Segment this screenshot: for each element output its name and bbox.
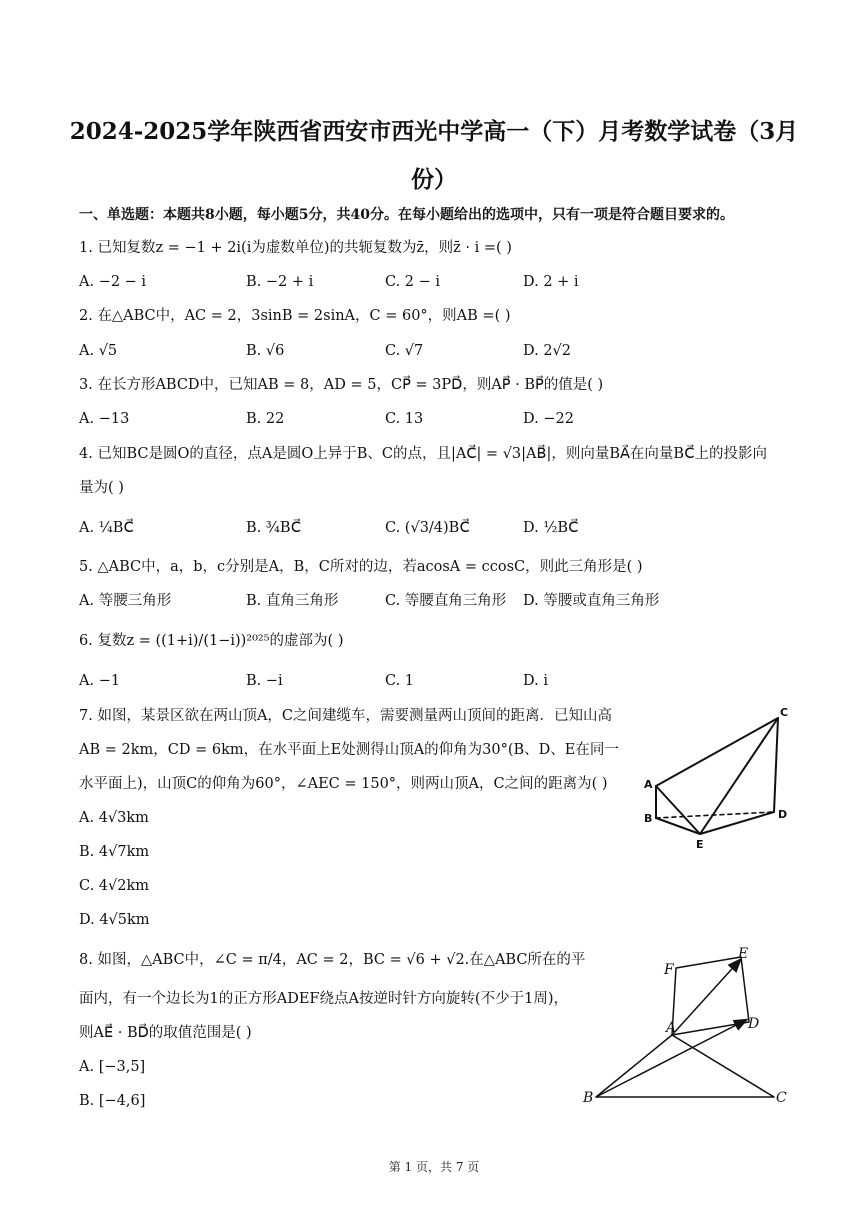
- label-c: C: [776, 1090, 787, 1106]
- vector-ae: [672, 960, 740, 1035]
- label-c: C: [780, 706, 789, 719]
- q8-option-b[interactable]: B. [−4,6]: [79, 1093, 146, 1109]
- q2-option-a[interactable]: A. √5: [79, 343, 118, 359]
- label-e: E: [738, 946, 749, 962]
- triangle-abc: [596, 1035, 774, 1097]
- q6-option-d[interactable]: D. i: [523, 673, 548, 689]
- q7-option-b[interactable]: B. 4√7km: [79, 844, 150, 860]
- q7-option-a[interactable]: A. 4√3km: [79, 810, 149, 826]
- q6-option-b[interactable]: B. −i: [246, 673, 283, 689]
- q6-option-c[interactable]: C. 1: [385, 673, 415, 689]
- q2-option-d[interactable]: D. 2√2: [523, 343, 572, 359]
- q7-option-d[interactable]: D. 4√5km: [79, 912, 150, 928]
- q5-option-b[interactable]: B. 直角三角形: [246, 593, 339, 609]
- question-2: 2. 在△ABC中，AC = 2，3sinB = 2sinA，C = 60°，则AB =( ): [79, 308, 511, 324]
- question-5: 5. △ABC中，a，b，c分别是A，B，C所对的边，若acosA = ccosC，则此三角形是( ): [79, 559, 643, 575]
- q4-option-d[interactable]: D. ½BC⃗: [523, 520, 579, 536]
- q7-option-c[interactable]: C. 4√2km: [79, 878, 150, 894]
- question-8-line-3: 则AE⃗ · BD⃗的取值范围是( ): [79, 1025, 252, 1041]
- q4-option-a[interactable]: A. ¼BC⃗: [79, 520, 134, 536]
- edge-ac: [656, 718, 778, 786]
- label-d: D: [748, 1016, 760, 1032]
- question-8-line-2: 面内，有一个边长为1的正方形ADEF绕点A按逆时针方向旋转(不少于1周)，: [79, 991, 568, 1007]
- label-f: F: [664, 962, 674, 978]
- question-7-line-2: AB = 2km，CD = 6km，在水平面上E处测得山顶A的仰角为30°(B、D、E在同一: [79, 742, 619, 758]
- label-b: B: [644, 812, 653, 825]
- question-6: 6. 复数z = ((1+i)/(1−i))²⁰²⁵的虚部为( ): [79, 633, 344, 649]
- rotating-square-figure: [578, 940, 798, 1115]
- edge-ce: [700, 718, 778, 834]
- label-b: B: [583, 1090, 594, 1106]
- label-a: A: [644, 778, 653, 791]
- edge-cd: [774, 718, 778, 812]
- question-7-line-3: 水平面上)，山顶C的仰角为60°，∠AEC = 150°，则两山顶A，C之间的距离为( ): [79, 776, 608, 792]
- q2-option-c[interactable]: C. √7: [385, 343, 424, 359]
- question-7-line-1: 7. 如图，某景区欲在两山顶A，C之间建缆车，需要测量两山顶间的距离．已知山高: [79, 708, 613, 724]
- edge-ed: [700, 812, 774, 834]
- label-d: D: [778, 808, 788, 821]
- question-3: 3. 在长方形ABCD中，已知AB = 8，AD = 5，CP⃗ = 3PD⃗，则AP⃗ · BP⃗的值是( ): [79, 377, 604, 393]
- q3-option-b[interactable]: B. 22: [246, 411, 285, 427]
- q1-option-a[interactable]: A. −2 − i: [79, 274, 147, 290]
- q1-option-c[interactable]: C. 2 − i: [385, 274, 441, 290]
- label-a: A: [666, 1020, 677, 1036]
- q4-option-b[interactable]: B. ¾BC⃗: [246, 520, 301, 536]
- question-4-line-1: 4. 已知BC是圆O的直径，点A是圆O上异于B、C的点，且|AC⃗| = √3|AB⃗|，则向量BA⃗在向量BC⃗上的投影向: [79, 446, 767, 462]
- q6-option-a[interactable]: A. −1: [79, 673, 121, 689]
- q1-option-b[interactable]: B. −2 + i: [246, 274, 314, 290]
- q5-option-d[interactable]: D. 等腰或直角三角形: [523, 593, 660, 609]
- q2-option-b[interactable]: B. √6: [246, 343, 285, 359]
- q3-option-a[interactable]: A. −13: [79, 411, 130, 427]
- q8-option-a[interactable]: A. [−3,5]: [79, 1059, 146, 1075]
- q1-option-d[interactable]: D. 2 + i: [523, 274, 579, 290]
- section-heading: 一、单选题：本题共8小题，每小题5分，共40分。在每小题给出的选项中，只有一项是符合题目要求的。: [79, 207, 734, 223]
- q5-option-c[interactable]: C. 等腰直角三角形: [385, 593, 507, 609]
- question-8-line-1: 8. 如图，△ABC中，∠C = π/4，AC = 2，BC = √6 + √2.在△ABC所在的平: [79, 952, 586, 968]
- q5-option-a[interactable]: A. 等腰三角形: [79, 593, 172, 609]
- paper-title: 2024-2025学年陕西省西安市西光中学高一（下）月考数学试卷（3月份）: [69, 118, 799, 193]
- page-footer: 第 1 页，共 7 页: [388, 1160, 480, 1174]
- mountain-cable-figure: [630, 700, 800, 860]
- q3-option-d[interactable]: D. −22: [523, 411, 574, 427]
- q3-option-c[interactable]: C. 13: [385, 411, 424, 427]
- question-4-line-2: 量为( ): [79, 480, 124, 496]
- q4-option-c[interactable]: C. (√3/4)BC⃗: [385, 520, 470, 536]
- label-e: E: [696, 838, 704, 851]
- question-1: 1. 已知复数z = −1 + 2i(i为虚数单位)的共轭复数为z̄，则z̄ · i =( ): [79, 240, 512, 256]
